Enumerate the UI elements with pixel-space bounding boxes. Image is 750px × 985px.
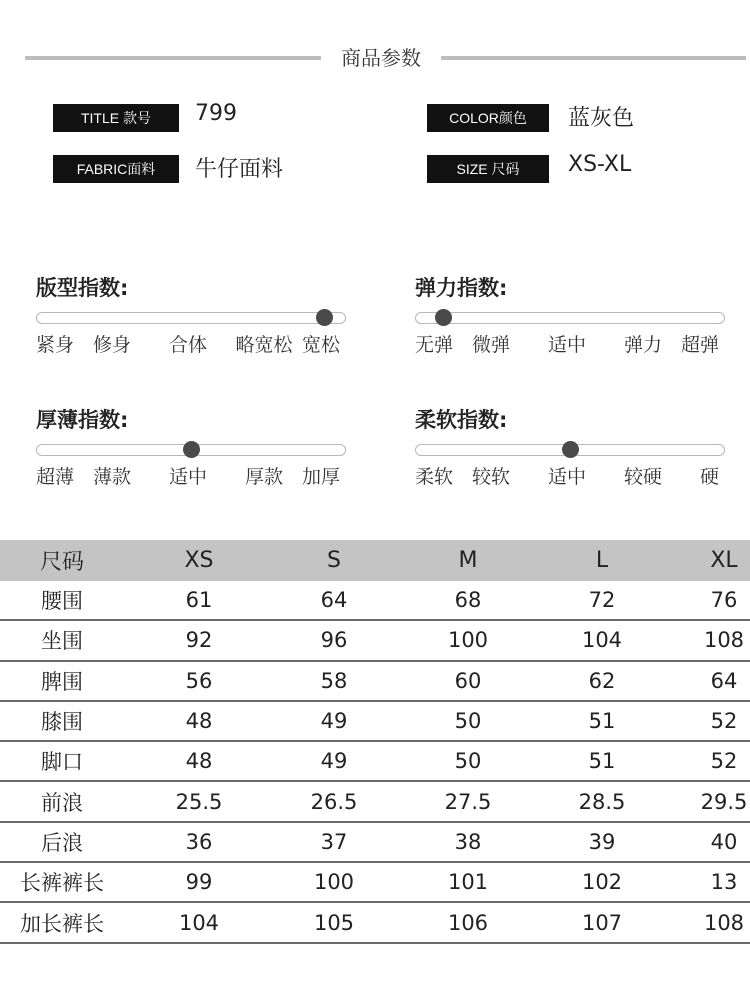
- table-row: [0, 903, 750, 943]
- stretch-index-knob: [435, 309, 452, 326]
- table-cell: 107: [581, 910, 623, 935]
- table-cell: 64: [710, 668, 738, 693]
- param-size-value: XS-XL: [568, 152, 632, 177]
- softness-tick: 硬: [699, 466, 719, 488]
- softness-index-track: [415, 444, 725, 456]
- softness-tick: 较硬: [623, 466, 662, 488]
- table-cell: 13: [710, 870, 738, 895]
- table-cell: 58: [320, 668, 348, 693]
- table-cell: 38: [454, 829, 482, 854]
- row-label-cell: 后浪: [41, 830, 83, 855]
- header-cell: M: [458, 548, 478, 573]
- table-cell: 27.5: [444, 789, 492, 814]
- table-cell: 56: [185, 668, 213, 693]
- table-cell: 51: [588, 709, 616, 734]
- table-cell: 76: [710, 588, 738, 613]
- table-cell: 108: [703, 910, 745, 935]
- size-table-header: [0, 540, 750, 581]
- param-title-tag: TITLE 款号: [53, 104, 179, 132]
- row-label-cell: 膝围: [41, 710, 83, 735]
- softness-tick: 较软: [471, 466, 510, 488]
- table-cell: 50: [454, 749, 482, 774]
- row-label-cell: 坐围: [41, 629, 83, 654]
- table-cell: 72: [588, 588, 616, 613]
- row-label-cell: 脚口: [41, 750, 83, 775]
- stretch-index-track: [415, 312, 725, 324]
- size-table: [0, 540, 750, 944]
- fit-tick: 合体: [168, 334, 207, 356]
- header-divider-left: [25, 56, 321, 60]
- table-row: [0, 742, 750, 782]
- table-cell: 62: [588, 668, 616, 693]
- softness-index-label: 柔软指数:: [415, 408, 508, 432]
- table-cell: 106: [447, 910, 489, 935]
- table-row: [0, 823, 750, 863]
- table-row: [0, 581, 750, 621]
- param-title-value: 799: [195, 101, 237, 126]
- row-label-cell: 前浪: [41, 790, 83, 815]
- table-cell: 108: [703, 628, 745, 653]
- thickness-tick: 适中: [168, 466, 207, 488]
- param-color: [427, 104, 727, 134]
- fit-index-ticks: [36, 330, 348, 358]
- fit-tick: 修身: [92, 334, 131, 356]
- table-cell: 25.5: [175, 789, 223, 814]
- softness-index-knob: [562, 441, 579, 458]
- table-cell: 52: [710, 709, 738, 734]
- thickness-index: [36, 404, 348, 499]
- table-cell: 49: [320, 709, 348, 734]
- table-row: [0, 702, 750, 742]
- thickness-tick: 薄款: [92, 466, 131, 488]
- header-cell: XS: [184, 548, 214, 573]
- param-color-value: 蓝灰色: [568, 106, 635, 131]
- header-cell: S: [327, 548, 341, 573]
- thickness-index-ticks: [36, 462, 348, 490]
- row-label-cell: 长裤裤长: [20, 871, 104, 896]
- table-cell: 48: [185, 709, 213, 734]
- table-cell: 36: [185, 829, 213, 854]
- fit-index-knob: [316, 309, 333, 326]
- stretch-tick: 超弹: [680, 334, 719, 356]
- table-cell: 39: [588, 829, 616, 854]
- row-label-cell: 腰围: [41, 589, 83, 614]
- table-cell: 64: [320, 588, 348, 613]
- table-row: [0, 621, 750, 661]
- stretch-index: [415, 272, 727, 367]
- table-cell: 100: [447, 628, 489, 653]
- stretch-index-label: 弹力指数:: [415, 276, 508, 300]
- table-cell: 51: [588, 749, 616, 774]
- stretch-tick: 适中: [547, 334, 586, 356]
- param-title: [53, 101, 353, 134]
- header-cell: L: [595, 548, 609, 573]
- thickness-tick: 加厚: [301, 466, 340, 488]
- softness-index: [415, 404, 727, 499]
- table-cell: 100: [313, 870, 355, 895]
- section-title: 商品参数: [341, 46, 421, 70]
- softness-tick: 适中: [547, 466, 586, 488]
- stretch-tick: 无弹: [415, 334, 454, 356]
- thickness-index-knob: [183, 441, 200, 458]
- param-fabric-value: 牛仔面料: [195, 157, 284, 182]
- stretch-tick: 弹力: [623, 334, 662, 356]
- param-fabric-tag: FABRIC面料: [53, 155, 179, 183]
- header-divider-right: [441, 56, 746, 60]
- table-cell: 29.5: [700, 789, 748, 814]
- param-size-tag: SIZE 尺码: [427, 155, 549, 183]
- table-cell: 99: [185, 870, 213, 895]
- table-cell: 49: [320, 749, 348, 774]
- header-cell: XL: [710, 548, 738, 573]
- thickness-index-label: 厚薄指数:: [36, 408, 129, 432]
- thickness-tick: 超薄: [36, 466, 75, 488]
- param-color-tag: COLOR颜色: [427, 104, 549, 132]
- table-row: [0, 662, 750, 702]
- table-cell: 40: [710, 829, 738, 854]
- table-cell: 61: [185, 588, 213, 613]
- row-label-cell: 加长裤长: [20, 911, 104, 936]
- fit-index-label: 版型指数:: [36, 276, 129, 300]
- table-row: [0, 863, 750, 903]
- table-cell: 104: [178, 910, 220, 935]
- section-header: [0, 38, 750, 78]
- header-cell: 尺码: [39, 550, 84, 575]
- param-size: [427, 152, 727, 185]
- table-cell: 104: [581, 628, 623, 653]
- table-cell: 60: [454, 668, 482, 693]
- table-cell: 96: [320, 628, 348, 653]
- param-fabric: [53, 155, 353, 185]
- table-cell: 28.5: [578, 789, 626, 814]
- table-cell: 92: [185, 628, 213, 653]
- thickness-tick: 厚款: [244, 466, 283, 488]
- table-cell: 50: [454, 709, 482, 734]
- thickness-index-track: [36, 444, 346, 456]
- table-row: [0, 782, 750, 822]
- table-cell: 102: [581, 870, 623, 895]
- table-cell: 68: [454, 588, 482, 613]
- fit-tick: 略宽松: [235, 334, 293, 356]
- fit-index: [36, 272, 348, 367]
- fit-index-track: [36, 312, 346, 324]
- softness-index-ticks: [415, 462, 727, 490]
- table-cell: 37: [320, 829, 348, 854]
- table-cell: 101: [447, 870, 489, 895]
- fit-tick: 宽松: [301, 334, 340, 356]
- stretch-tick: 微弹: [471, 334, 510, 356]
- table-cell: 26.5: [310, 789, 358, 814]
- table-cell: 48: [185, 749, 213, 774]
- stretch-index-ticks: [415, 330, 727, 358]
- table-cell: 105: [313, 910, 355, 935]
- table-cell: 52: [710, 749, 738, 774]
- fit-tick: 紧身: [36, 334, 75, 356]
- softness-tick: 柔软: [415, 466, 454, 488]
- row-label-cell: 脾围: [41, 669, 83, 694]
